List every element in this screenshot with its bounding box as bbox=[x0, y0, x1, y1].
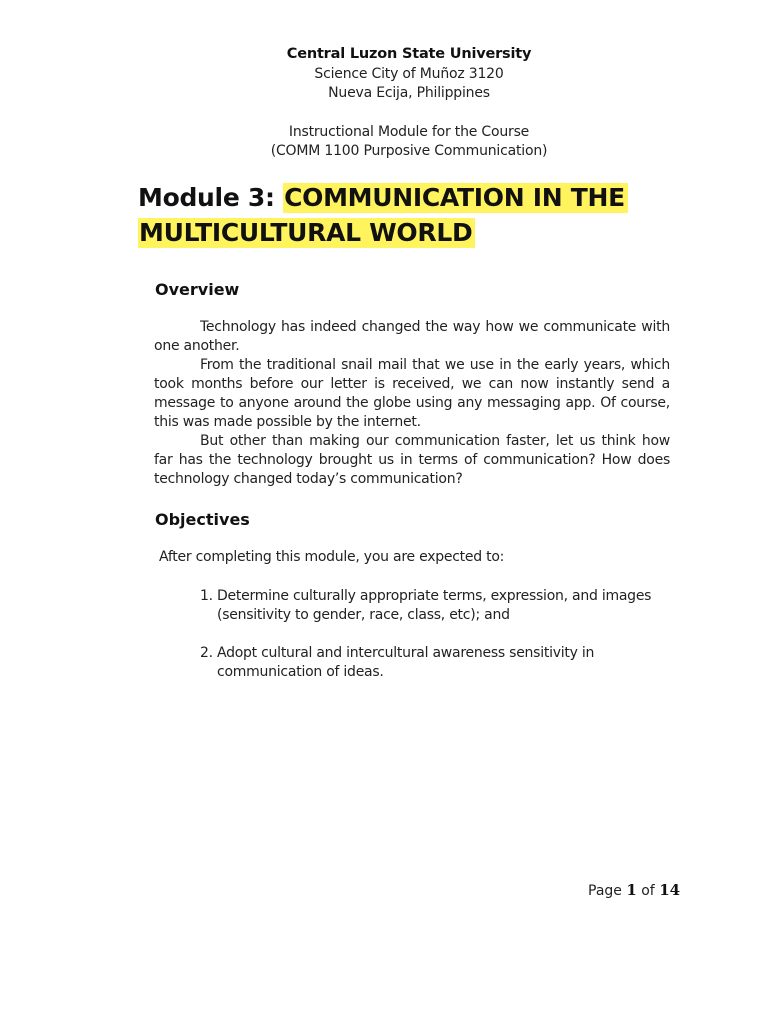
total-pages-number: 14 bbox=[659, 881, 681, 899]
module-course-line-2: (COMM 1100 Purposive Communication) bbox=[270, 143, 548, 159]
module-prefix: Module 3: bbox=[138, 183, 284, 212]
objective-item bbox=[200, 644, 660, 682]
objective-number: 1. bbox=[200, 588, 213, 604]
current-page-number: 1 bbox=[626, 881, 637, 899]
of-label: of bbox=[636, 883, 660, 899]
module-title-highlight-line-2: MULTICULTURAL WORLD bbox=[138, 218, 475, 248]
document-header bbox=[0, 45, 768, 162]
university-name: Central Luzon State University bbox=[286, 46, 532, 62]
objective-text: Adopt cultural and intercultural awareness sensitivity in communication of ideas. bbox=[217, 645, 595, 680]
module-course-line-1: Instructional Module for the Course bbox=[288, 123, 530, 140]
module-title-highlight-line-1: COMMUNICATION IN THE bbox=[283, 183, 628, 213]
objectives-heading: Objectives bbox=[155, 510, 250, 529]
address-line-2: Nueva Ecija, Philippines bbox=[328, 85, 490, 101]
objectives-intro: After completing this module, you are expected to: bbox=[159, 549, 505, 565]
objective-item bbox=[200, 587, 660, 625]
overview-paragraph: Technology has indeed changed the way how we communicate with one another. bbox=[154, 319, 670, 354]
header-spacer bbox=[0, 104, 768, 123]
module-title bbox=[138, 180, 698, 250]
overview-paragraph: From the traditional snail mail that we use in the early years, which took months before our letter is received, we can now instantly send a message to anyone around the globe using any messaging app. Of course, this was made possible by the internet. bbox=[154, 357, 670, 430]
address-line-1: Science City of Muñoz 3120 bbox=[314, 65, 504, 82]
overview-heading: Overview bbox=[155, 280, 240, 299]
objective-number: 2. bbox=[200, 645, 213, 661]
page-label: Page bbox=[588, 883, 627, 899]
overview-body bbox=[154, 318, 670, 489]
objective-text: Determine culturally appropriate terms, expression, and images (sensitivity to gender, race, class, etc); and bbox=[217, 588, 652, 623]
page-footer bbox=[588, 881, 680, 899]
overview-paragraph: But other than making our communication faster, let us think how far has the technology brought us in terms of communication? How does technology changed today’s communication? bbox=[154, 433, 670, 487]
objectives-list bbox=[200, 587, 660, 701]
